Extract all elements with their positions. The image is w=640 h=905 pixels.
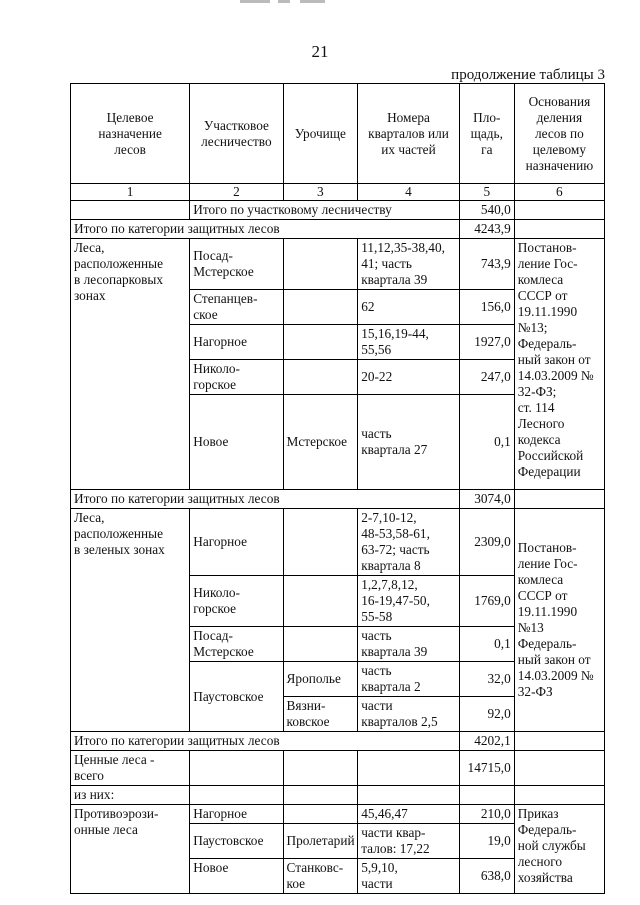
- quarters-cell: 62: [358, 290, 460, 325]
- empty-cell: [514, 490, 604, 509]
- column-number: 4: [358, 184, 460, 201]
- category-total-area: 4202,1: [459, 732, 514, 751]
- valuable-forests-row: [71, 751, 605, 786]
- tract-cell: [283, 627, 358, 662]
- tract-cell: Ярополье: [283, 662, 358, 697]
- forestry-cell: Нагорное: [190, 325, 283, 360]
- of-which-row: [71, 786, 605, 805]
- tract-cell: [283, 509, 358, 576]
- subtotal-label: Итого по участковому лесничеству: [190, 201, 460, 220]
- empty-cell: [514, 220, 604, 239]
- empty-cell: [514, 786, 604, 805]
- forestry-cell: Нагорное: [190, 509, 283, 576]
- area-cell: 743,9: [459, 239, 514, 290]
- tract-cell: [283, 360, 358, 395]
- quarters-cell: 15,16,19-44, 55,56: [358, 325, 460, 360]
- empty-cell: [190, 786, 283, 805]
- quarters-cell: 5,9,10, части: [358, 859, 460, 894]
- column-number: 3: [283, 184, 358, 201]
- quarters-cell: часть квартала 2: [358, 662, 460, 697]
- category-total-area: 4243,9: [459, 220, 514, 239]
- header-purpose: Целевое назначение лесов: [71, 84, 190, 184]
- header-tract: Урочище: [283, 84, 358, 184]
- forestry-cell: Посад- Мстерское: [190, 627, 283, 662]
- tract-cell: [283, 805, 358, 824]
- category-total-label: Итого по категории защитных лесов: [71, 220, 460, 239]
- forestry-cell: Паустовское: [190, 824, 283, 859]
- category-total-label: Итого по категории защитных лесов: [71, 490, 460, 509]
- column-number: 6: [514, 184, 604, 201]
- area-cell: 19,0: [459, 824, 514, 859]
- column-number: 2: [190, 184, 283, 201]
- area-cell: 0,1: [459, 395, 514, 490]
- header-forestry: Участковое лесничество: [190, 84, 283, 184]
- quarters-cell: 1,2,7,8,12, 16-19,47-50, 55-58: [358, 576, 460, 627]
- empty-cell: [358, 786, 460, 805]
- tract-cell: [283, 325, 358, 360]
- forestry-cell: Новое: [190, 859, 283, 894]
- area-cell: 0,1: [459, 627, 514, 662]
- basis-cell: Постанов- ление Гос- комлеса СССР от 19.11.1990 №13; Федераль- ный закон от 14.03.2009 № 32-ФЗ; ст. 114 Лесного кодекса Российской Федерации: [514, 239, 604, 490]
- purpose-cell: Ценные леса - всего: [71, 751, 190, 786]
- category-total-label: Итого по категории защитных лесов: [71, 732, 460, 751]
- empty-cell: [514, 201, 604, 220]
- header-area: Пло- щадь, га: [459, 84, 514, 184]
- tract-cell: [283, 239, 358, 290]
- forestry-cell: Нагорное: [190, 805, 283, 824]
- empty-cell: [71, 201, 190, 220]
- category-total-row: [71, 490, 605, 509]
- quarters-cell: части кварталов 2,5: [358, 697, 460, 732]
- table-row: [71, 509, 605, 576]
- tract-cell: [283, 290, 358, 325]
- area-cell: 92,0: [459, 697, 514, 732]
- area-cell: 210,0: [459, 805, 514, 824]
- column-number: 1: [71, 184, 190, 201]
- empty-cell: [358, 751, 460, 786]
- quarters-cell: часть квартала 27: [358, 395, 460, 490]
- area-cell: 14715,0: [459, 751, 514, 786]
- quarters-cell: часть квартала 39: [358, 627, 460, 662]
- tract-cell: Мстерское: [283, 395, 358, 490]
- forestry-cell: Новое: [190, 395, 283, 490]
- tract-cell: Пролетарий: [283, 824, 358, 859]
- quarters-cell: 2-7,10-12, 48-53,58-61, 63-72; часть квартала 8: [358, 509, 460, 576]
- area-cell: 32,0: [459, 662, 514, 697]
- scan-artifact: [240, 0, 330, 6]
- empty-cell: [459, 786, 514, 805]
- empty-cell: [190, 751, 283, 786]
- table-row: [71, 239, 605, 290]
- column-number: 5: [459, 184, 514, 201]
- tract-cell: Станковс- кое: [283, 859, 358, 894]
- tract-cell: [283, 576, 358, 627]
- empty-cell: [514, 751, 604, 786]
- header-quarters: Номера кварталов или их частей: [358, 84, 460, 184]
- forest-purpose-table: [70, 83, 605, 894]
- purpose-cell: Леса, расположенные в лесопарковых зонах: [71, 239, 190, 490]
- table-row: [71, 805, 605, 824]
- table-header-row: [71, 84, 605, 184]
- empty-cell: [283, 786, 358, 805]
- empty-cell: [283, 751, 358, 786]
- category-total-row: [71, 732, 605, 751]
- area-cell: 156,0: [459, 290, 514, 325]
- category-total-area: 3074,0: [459, 490, 514, 509]
- column-number-row: [71, 184, 605, 201]
- area-cell: 1769,0: [459, 576, 514, 627]
- table-caption: продолжение таблицы 3: [451, 67, 605, 83]
- quarters-cell: части квар- талов: 17,22: [358, 824, 460, 859]
- area-cell: 1927,0: [459, 325, 514, 360]
- forestry-cell: Николо- горское: [190, 360, 283, 395]
- header-basis: Основания деления лесов по целевому назначению: [514, 84, 604, 184]
- basis-cell: Приказ Федераль- ной службы лесного хозяйства: [514, 805, 604, 894]
- quarters-cell: 11,12,35-38,40, 41; часть квартала 39: [358, 239, 460, 290]
- forestry-cell: Николо- горское: [190, 576, 283, 627]
- forestry-cell: Посад- Мстерское: [190, 239, 283, 290]
- subtotal-row: [71, 201, 605, 220]
- purpose-cell: Противоэрози- онные леса: [71, 805, 190, 894]
- quarters-cell: 20-22: [358, 360, 460, 395]
- area-cell: 2309,0: [459, 509, 514, 576]
- category-total-row: [71, 220, 605, 239]
- subtotal-area: 540,0: [459, 201, 514, 220]
- purpose-cell: Леса, расположенные в зеленых зонах: [71, 509, 190, 732]
- forestry-cell: Паустовское: [190, 662, 283, 732]
- page-number: 21: [311, 42, 329, 61]
- quarters-cell: 45,46,47: [358, 805, 460, 824]
- purpose-cell: из них:: [71, 786, 190, 805]
- area-cell: 638,0: [459, 859, 514, 894]
- forestry-cell: Степанцев- ское: [190, 290, 283, 325]
- tract-cell: Вязни- ковское: [283, 697, 358, 732]
- basis-cell: Постанов- ление Гос- комлеса СССР от 19.11.1990 №13 Федераль- ный закон от 14.03.2009 № 32-ФЗ: [514, 509, 604, 732]
- empty-cell: [514, 732, 604, 751]
- area-cell: 247,0: [459, 360, 514, 395]
